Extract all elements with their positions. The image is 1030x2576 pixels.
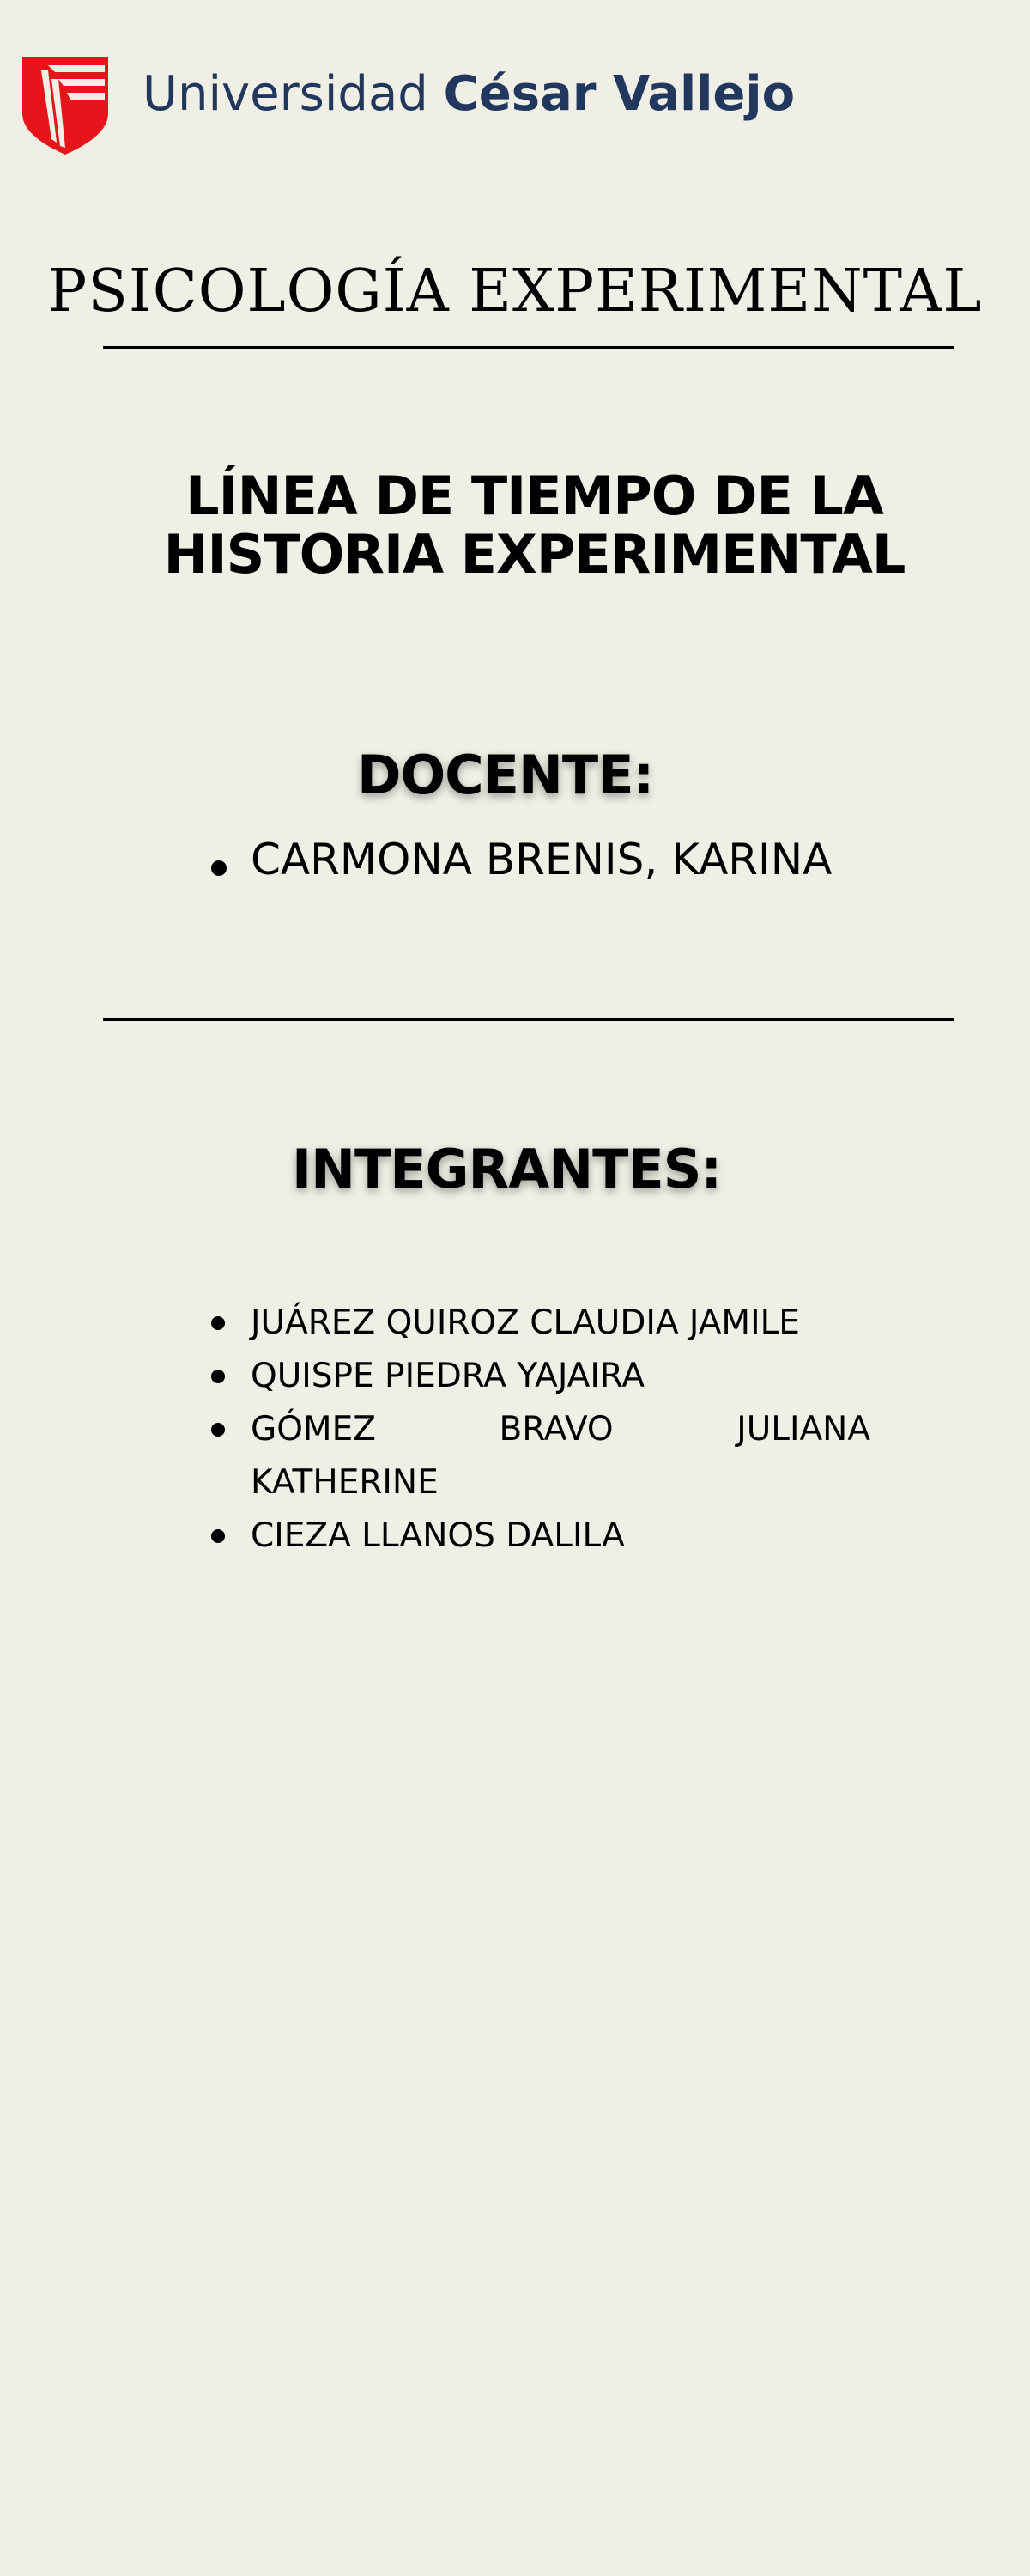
divider-top bbox=[103, 346, 954, 349]
list-item: QUISPE PIEDRA YAJAIRA bbox=[204, 1350, 870, 1403]
docente-label: DOCENTE: bbox=[357, 744, 654, 806]
document-title-line-2: HISTORIA EXPERIMENTAL bbox=[163, 523, 906, 586]
docente-list bbox=[204, 835, 832, 884]
member-3-second-line: KATHERINE bbox=[251, 1463, 439, 1502]
integrantes-label: INTEGRANTES: bbox=[292, 1138, 722, 1200]
list-item: JUÁREZ QUIROZ CLAUDIA JAMILE bbox=[204, 1297, 870, 1350]
university-name-light: Universidad bbox=[142, 66, 428, 122]
member-3-word-1: GÓMEZ bbox=[251, 1410, 376, 1449]
course-title: PSICOLOGÍA EXPERIMENTAL bbox=[47, 258, 983, 325]
list-item: CIEZA LLANOS DALILA bbox=[204, 1510, 870, 1563]
university-name bbox=[142, 66, 796, 122]
list-item bbox=[204, 1403, 870, 1510]
member-3-word-2: BRAVO bbox=[499, 1410, 614, 1449]
document-title bbox=[86, 467, 983, 584]
university-name-bold: César Vallejo bbox=[443, 66, 796, 122]
ucv-shield-icon bbox=[22, 53, 108, 155]
member-3-word-3: JULIANA bbox=[736, 1410, 870, 1449]
docente-name: CARMONA BRENIS, KARINA bbox=[204, 835, 832, 884]
integrantes-list bbox=[204, 1297, 870, 1563]
member-3-first-line bbox=[251, 1403, 870, 1456]
divider-middle bbox=[103, 1018, 954, 1021]
university-logo bbox=[22, 53, 795, 155]
document-title-line-1: LÍNEA DE TIEMPO DE LA bbox=[185, 465, 883, 527]
